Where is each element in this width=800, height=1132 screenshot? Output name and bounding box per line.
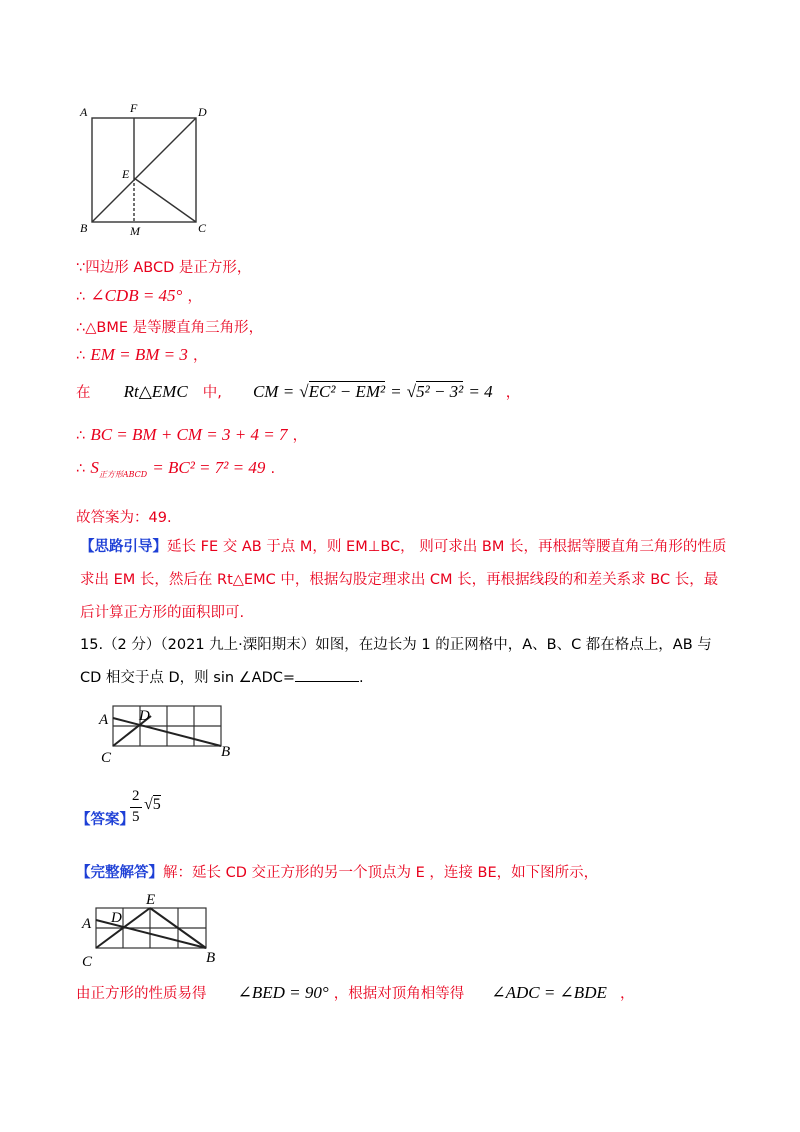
solution-15-last-line: 由正方形的性质易得 ∠BED = 90° ，根据对顶角相等得 ∠ADC = ∠BDE ， bbox=[76, 983, 635, 1002]
label-b: B bbox=[221, 744, 231, 760]
square-figure bbox=[72, 98, 222, 238]
grid-figure-extended bbox=[78, 888, 228, 970]
solution-line-6: ∴ BC = BM + CM = 3 + 4 = 7 ， bbox=[76, 425, 308, 444]
label-c: C bbox=[101, 750, 112, 766]
solution-line-2: ∴ ∠CDB = 45° ， bbox=[76, 286, 202, 305]
hint-paragraph: 【思路引导】延长 FE 交 AB 于点 M，则 EM⊥BC， 则可求出 BM 长，再根据等腰直角三角形的性质求出 EM 长，然后在 Rt△EMC 中，根据勾股定理求出 CM 长，再根据线段的和差关系求 BC 长，最后计算正方形的面积即可. bbox=[80, 539, 727, 621]
label-e: E bbox=[122, 167, 130, 181]
label-a: A bbox=[82, 916, 92, 932]
grid-figure bbox=[95, 702, 245, 768]
label-b: B bbox=[80, 221, 88, 235]
solution-15-intro: 【完整解答】解：延长 CD 交正方形的另一个顶点为 E ，连接 BE，如下图所示， bbox=[76, 865, 599, 881]
label-e: E bbox=[146, 892, 156, 908]
question-15: 15.（2 分）（2021 九上·溧阳期末）如图，在边长为 1 的正网格中，A、B、C 都在格点上，AB 与 CD 相交于点 D，则 sin ∠ADC= . bbox=[80, 637, 712, 686]
answer-blank bbox=[295, 667, 359, 682]
label-d: D bbox=[139, 708, 150, 724]
solution-line-5: 在 Rt△EMC 中, CM = √EC² − EM² = √5² − 3² = 4 ， bbox=[76, 382, 521, 401]
fraction-bar bbox=[130, 807, 142, 808]
label-c: C bbox=[82, 954, 93, 970]
label-d: D bbox=[111, 910, 122, 926]
answer-line: 故答案为：49. bbox=[76, 510, 172, 526]
solution-line-4: ∴ EM = BM = 3 ， bbox=[76, 345, 208, 364]
diagonal-bd bbox=[92, 118, 196, 222]
radical-sign: √5 bbox=[144, 796, 161, 813]
sqrt-ec-em: √EC² − EM² bbox=[299, 382, 386, 401]
label-c: C bbox=[198, 221, 207, 235]
label-m: M bbox=[130, 224, 140, 238]
label-a: A bbox=[99, 712, 109, 728]
solution-line-7: ∴ $S_{正方形ABCD} = BC^2 = 7^2 = 49$ . bbox=[76, 458, 276, 480]
label-b: B bbox=[206, 950, 216, 966]
segment-ec bbox=[134, 178, 196, 222]
solution-line-1: ∵四边形 ABCD 是正方形， bbox=[76, 260, 252, 276]
sqrt-5-3: √5² − 3² bbox=[406, 382, 464, 401]
label-d: D bbox=[198, 105, 207, 119]
solution-line-3: ∴△BME 是等腰直角三角形， bbox=[76, 320, 264, 336]
label-f: F bbox=[130, 101, 138, 115]
label-a: A bbox=[80, 105, 88, 119]
